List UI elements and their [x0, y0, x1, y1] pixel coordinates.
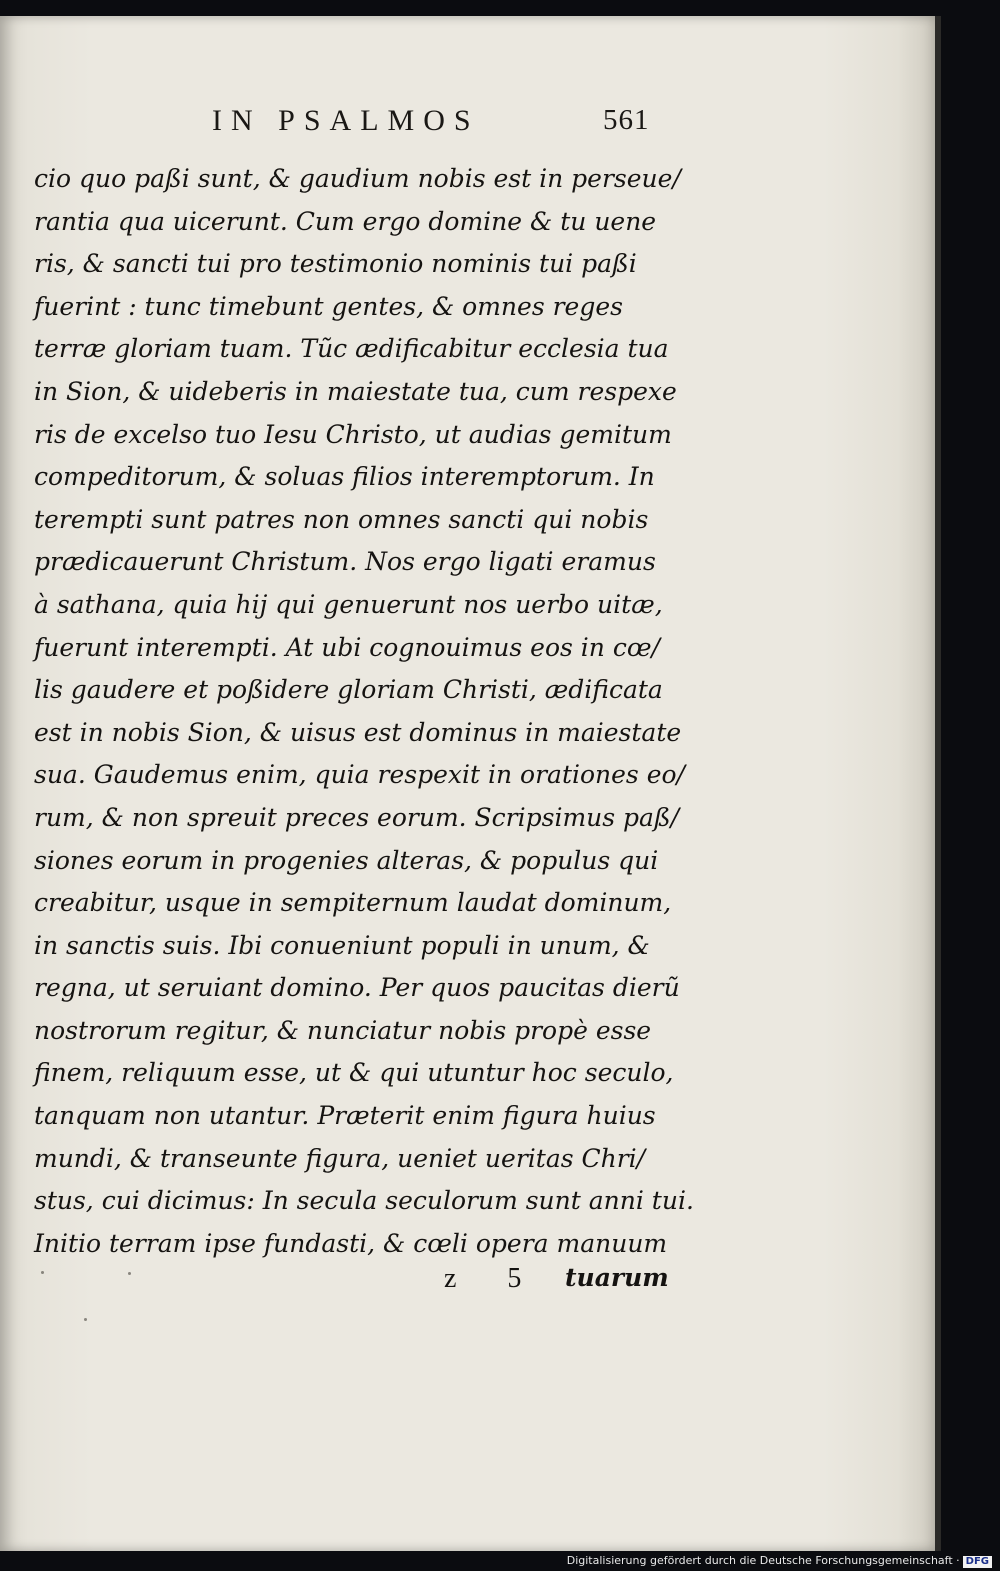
text-line: in Sion, & uideberis in maiestate tua, cum respexe [34, 376, 677, 406]
text-line: mundi, & transeunte figura, ueniet ueritas Chri/ [34, 1143, 646, 1173]
running-title: IN PSALMOS [212, 104, 480, 137]
body-text [34, 158, 694, 1265]
text-line: terempti sunt patres non omnes sancti qui nobis [34, 504, 649, 534]
text-line: fuerint : tunc timebunt gentes, & omnes reges [34, 291, 623, 321]
text-line: creabitur, usque in sempiternum laudat dominum, [34, 888, 672, 918]
text-line: à sathana, quia hij qui genuerunt nos uerbo uitæ, [34, 589, 663, 619]
text-line: finem, reliquum esse, ut & qui utuntur hoc seculo, [34, 1058, 674, 1088]
text-line: terræ gloriam tuam. Tũc ædificabitur ecclesia tua [34, 334, 669, 364]
page-number: 561 [603, 104, 650, 136]
page-header [0, 100, 935, 144]
page-edge [935, 16, 941, 1551]
text-line: compeditorum, & soluas filios interemptorum. In [34, 462, 655, 492]
text-line: fuerunt interempti. At ubi cognouimus eos in cœ/ [34, 632, 660, 662]
dfg-logo: DFG [963, 1556, 992, 1568]
text-line: cio quo paßi sunt, & gaudium nobis est in perseue/ [34, 164, 681, 193]
text-line: prædicauerunt Christum. Nos ergo ligati eramus [34, 547, 656, 577]
ink-speck [41, 1271, 44, 1274]
text-line: nostrorum regitur, & nunciatur nobis propè esse [34, 1015, 652, 1045]
text-line: tanquam non utantur. Præterit enim figura huius [34, 1101, 656, 1131]
text-line: stus, cui dicimus: In secula seculorum sunt anni tui. [34, 1186, 694, 1216]
signature-mark: z 5 [444, 1263, 544, 1294]
text-line: Initio terram ipse fundasti, & cœli opera manuum [34, 1228, 668, 1258]
catchword: tuarum [565, 1263, 669, 1292]
text-line: sua. Gaudemus enim, quia respexit in orationes eo/ [34, 760, 685, 790]
ink-speck [128, 1272, 131, 1275]
text-line: in sanctis suis. Ibi conueniunt populi in unum, & [34, 930, 650, 960]
text-line: lis gaudere et poßidere gloriam Christi, ædificata [34, 675, 663, 705]
digitization-credit [567, 1554, 992, 1568]
credit-text: Digitalisierung gefördert durch die Deutsche Forschungsgemeinschaft · [566, 1554, 960, 1567]
text-line: siones eorum in progenies alteras, & populus qui [34, 845, 659, 875]
ink-speck [84, 1318, 87, 1321]
text-line: regna, ut seruiant domino. Per quos paucitas dierũ [34, 973, 680, 1003]
text-line: rum, & non spreuit preces eorum. Scripsimus paß/ [34, 802, 680, 832]
text-line: ris de excelso tuo Iesu Christo, ut audias gemitum [34, 419, 672, 449]
text-line: est in nobis Sion, & uisus est dominus in maiestate [34, 717, 682, 747]
text-line: ris, & sancti tui pro testimonio nominis tui paßi [34, 249, 637, 279]
text-line: rantia qua uicerunt. Cum ergo domine & tu uene [34, 206, 657, 236]
